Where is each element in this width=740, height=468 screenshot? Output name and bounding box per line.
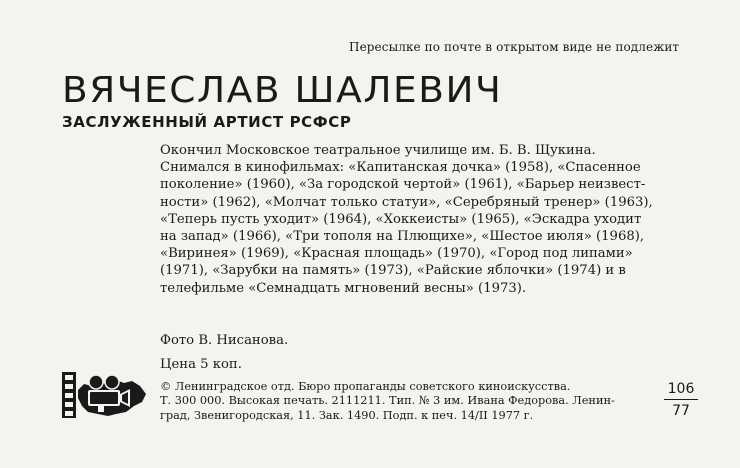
imprint-line: © Ленинградское отд. Бюро пропаганды советского киноискусства.	[160, 380, 571, 393]
catalog-code-top: 106	[664, 380, 698, 400]
subtitle: ЗАСЛУЖЕННЫЙ АРТИСТ РСФСР	[62, 113, 352, 131]
price: Цена 5 коп.	[160, 357, 242, 372]
bio-line: телефильме «Семнадцать мгновений весны» (1973).	[160, 280, 527, 296]
imprint-line: град, Звенигородская, 11. Зак. 1490. Подп. к печ. 14/II 1977 г.	[160, 408, 534, 422]
bio-line: (1971), «Зарубки на память» (1973), «Райские яблочки» (1974) и в	[160, 263, 626, 279]
imprint	[160, 380, 660, 423]
bio-line: Снимался в кинофильмах: «Капитанская дочка» (1958), «Спасенное	[160, 160, 641, 176]
photo-credit: Фото В. Нисанова.	[160, 333, 289, 348]
catalog-code	[664, 380, 698, 420]
page-title: ВЯЧЕСЛАВ ШАЛЕВИЧ	[62, 70, 503, 111]
film-camera-map-logo-icon	[62, 372, 148, 418]
bio-line: на запад» (1966), «Три тополя на Плющихе», «Шестое июля» (1968),	[160, 229, 645, 245]
bio-line: «Виринея» (1969), «Красная площадь» (1970), «Город под липами»	[160, 246, 633, 262]
bio-line: поколение» (1960), «За городской чертой» (1961), «Барьер неизвест-	[160, 177, 646, 193]
notice-text: Пересылке по почте в открытом виде не подлежит	[349, 40, 680, 54]
bio-line: «Теперь пусть уходит» (1964), «Хоккеисты» (1965), «Эскадра уходит	[160, 211, 642, 227]
biography	[160, 142, 652, 297]
catalog-code-bottom: 77	[672, 403, 690, 419]
imprint-line: Т. 300 000. Высокая печать. 2111211. Тип. № 3 им. Ивана Федорова. Ленин-	[160, 394, 615, 408]
bio-line: Окончил Московское театральное училище им. Б. В. Щукина.	[160, 143, 596, 158]
bio-line: ности» (1962), «Молчат только статуи», «Серебряный тренер» (1963),	[160, 194, 653, 210]
